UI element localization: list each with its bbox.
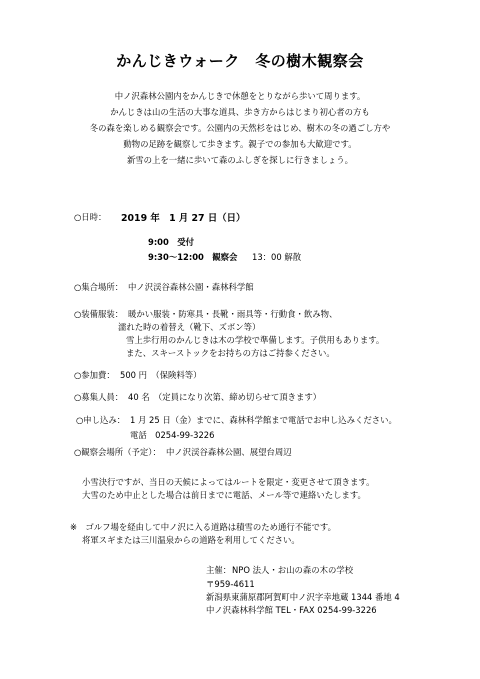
capacity-value: 40 名 （定員になり次第、締め切らせて頂きます）: [128, 392, 322, 402]
capacity-label: ○募集人員：: [74, 392, 124, 402]
organizer-address: 新潟県東蒲原郡阿賀町中ノ沢字幸地蔵 1344 番地 4: [206, 592, 400, 602]
intro-line: 中ノ沢森林公園内をかんじきで休憩をとりながら歩いて周ります。: [114, 91, 366, 101]
meeting-label: ○集合場所：: [74, 282, 124, 292]
intro-line: 新雪の上を一緒に歩いて森のふしぎを探しに行きましょう。: [126, 155, 354, 165]
intro-line: 動物の足跡を観察して歩きます。親子での参加も大歓迎です。: [123, 139, 357, 149]
weather-note: 大雪のため中止とした場合は前日までに電話、メール等で連絡いたします。: [82, 490, 366, 500]
organizer-contact: 中ノ沢森林科学館 TEL・FAX 0254-99-3226: [206, 605, 377, 615]
equipment-line: 雪上歩行用のかんじきは木の学校で準備します。子供用もあります。: [126, 335, 385, 345]
venue-label: ○観察会場所（予定）：: [74, 447, 161, 457]
road-note: 将軍スギまたは三川温泉からの道路を利用してください。: [82, 535, 300, 545]
organizer-label: 主催：: [206, 565, 232, 575]
date-value: 2019 年 1 月 27 日（日）: [121, 213, 246, 224]
weather-note: 小雪決行ですが、当日の天候によってはルートを限定・変更させて頂きます。: [82, 477, 375, 487]
session-time: 9:30～12:00 観察会: [148, 252, 238, 262]
phone-number: 電話 0254-99-3226: [130, 430, 215, 440]
application-label: ○申し込み：: [76, 415, 126, 425]
dismissal-time: 13：00 解散: [252, 252, 302, 262]
intro-line: 冬の森を楽しめる観察会です。公園内の天然杉をはじめ、樹木の冬の過ごし方や: [89, 123, 391, 133]
intro-line: かんじきは山の生活の大事な道具、歩き方からはじまり初心者の方も: [110, 107, 370, 117]
equipment-line: また、スキーストックをお持ちの方はご持参ください。: [126, 348, 335, 358]
equipment-line: 濡れた時の着替え（靴下、ズボン等）: [118, 322, 261, 332]
reception-time: 9:00 受付: [148, 237, 194, 247]
organizer-name: NPO 法人・お山の森の木の学校: [232, 565, 354, 575]
equipment-line: 暖かい服装・防寒具・長靴・雨具等・行動食・飲み物、: [128, 309, 338, 319]
application-value: 1 月 25 日（金）までに、森林科学館まで電話でお申し込みください。: [130, 415, 397, 425]
meeting-value: 中ノ沢渓谷森林公園・森林科学館: [128, 282, 254, 292]
fee-value: 500 円 （保険料等）: [120, 370, 202, 380]
organizer-postal: 〒959-4611: [206, 579, 255, 589]
page-title: かんじきウォーク 冬の樹木観察会: [116, 52, 364, 70]
venue-value: 中ノ沢渓谷森林公園、展望台周辺: [166, 447, 292, 457]
equipment-label: ○装備服装：: [74, 309, 124, 319]
fee-label: ○参加費：: [74, 370, 115, 380]
date-label: ○日時：: [74, 212, 107, 222]
road-note: ※ ゴルフ場を経由して中ノ沢に入る道路は積雪のため通行不能です。: [70, 522, 336, 532]
